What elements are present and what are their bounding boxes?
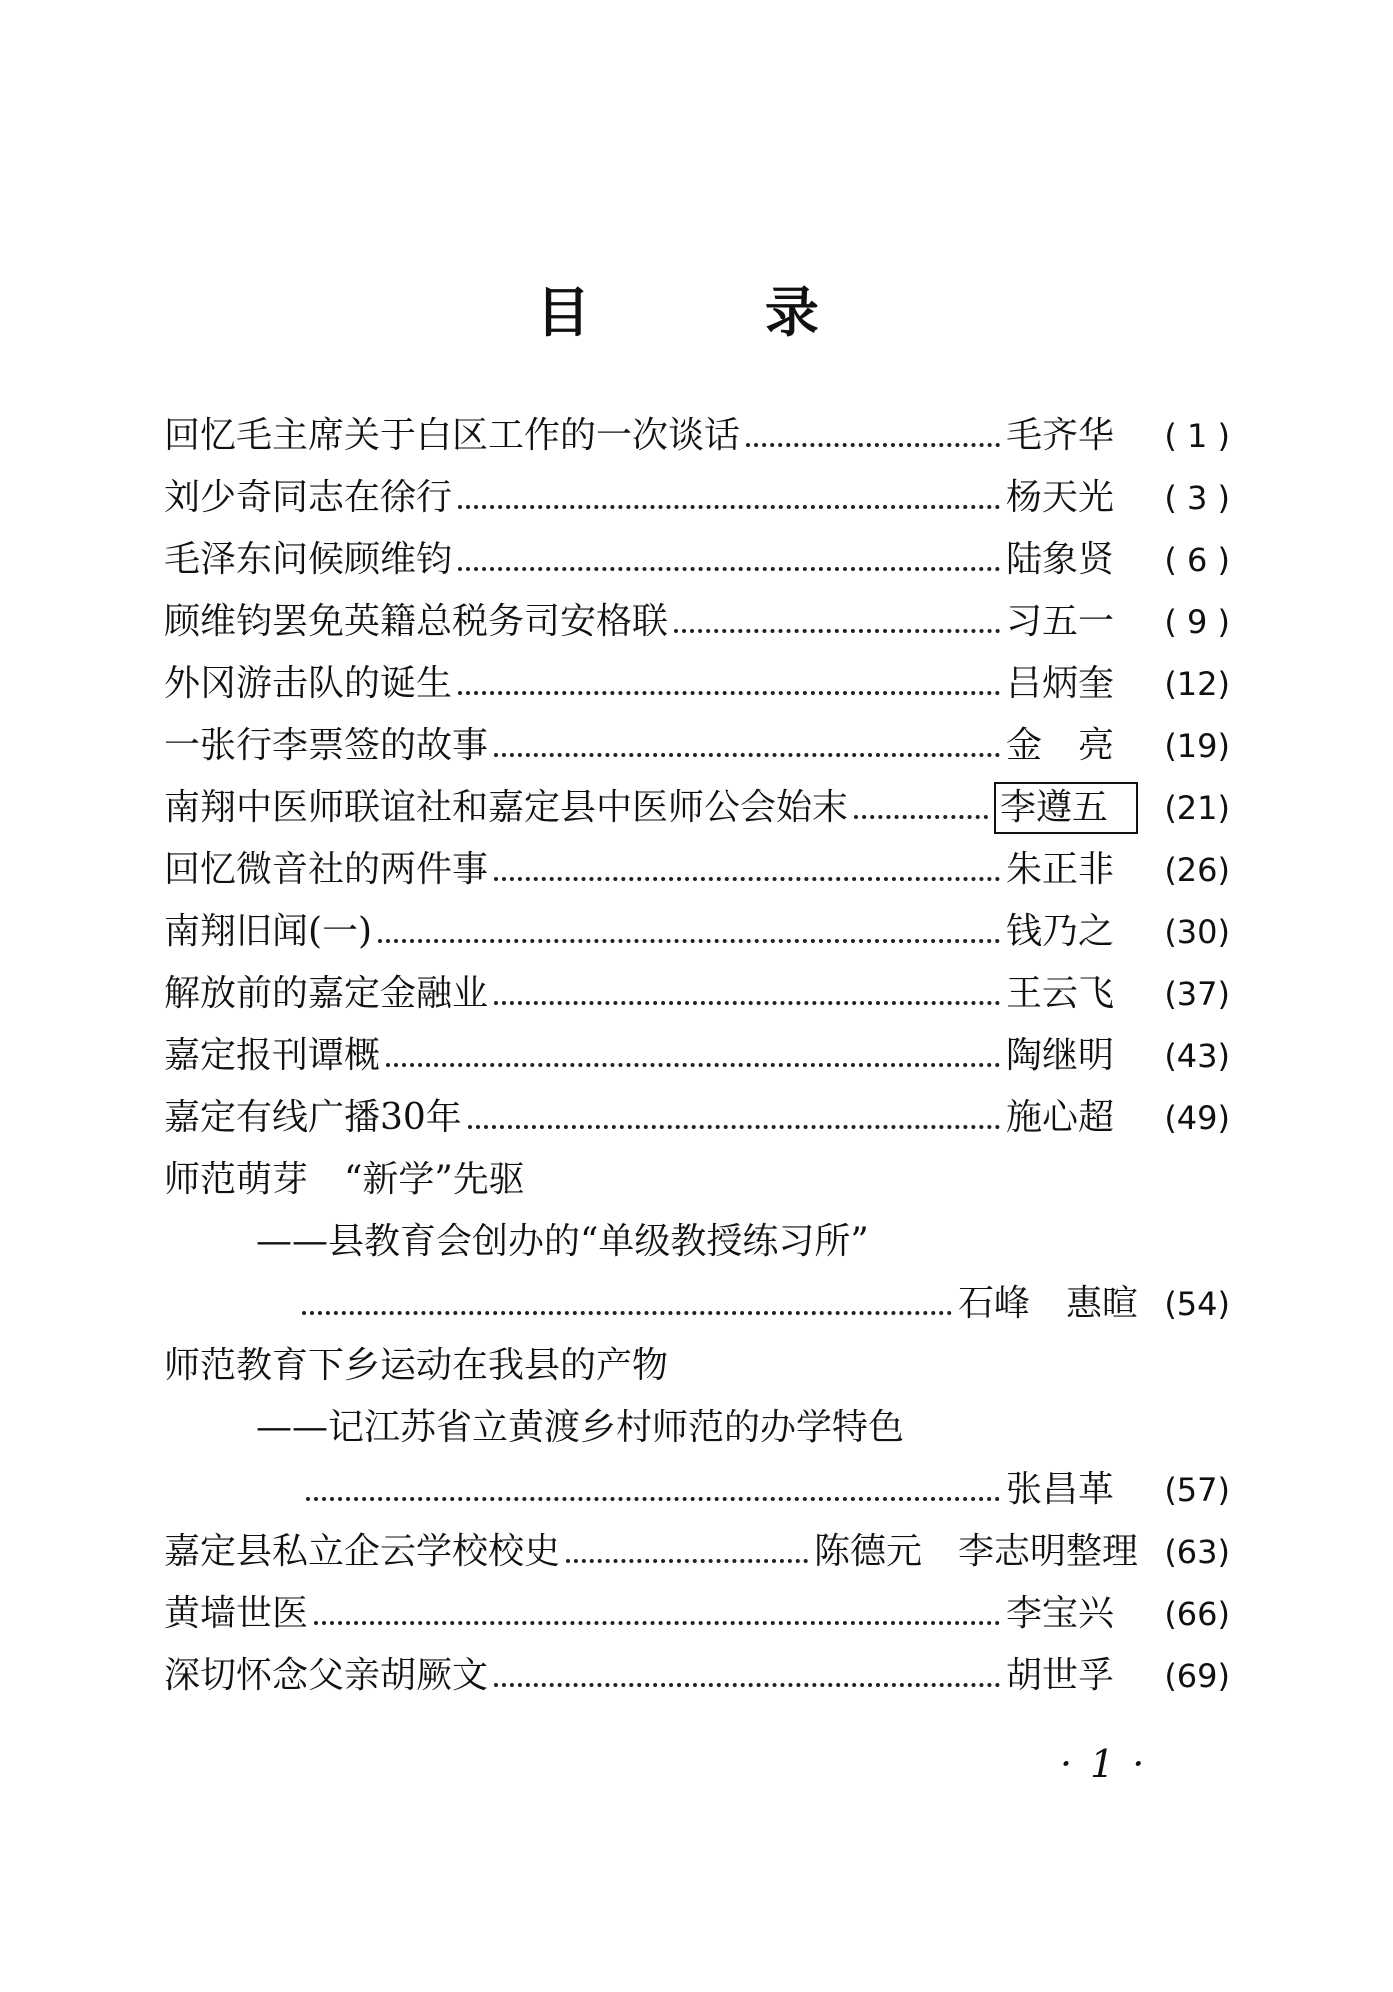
toc-entry-page: ( 6 ) xyxy=(1164,541,1230,579)
toc-entry-page: (57) xyxy=(1164,1471,1230,1509)
toc-entry-author: 陶继明 xyxy=(1006,1035,1115,1076)
toc-entry-title: 回忆微音社的两件事 xyxy=(164,849,489,890)
dot-leader xyxy=(314,1621,1000,1625)
toc-entry-author-boxed: 李遵五 xyxy=(994,782,1138,834)
toc-group-title xyxy=(164,1149,1230,1211)
toc-entry-page: (37) xyxy=(1164,975,1230,1013)
toc-entry-title: 顾维钧罢免英籍总税务司安格联 xyxy=(164,601,669,642)
toc-entry-page: (69) xyxy=(1164,1657,1230,1695)
toc-entry-author: 石峰 惠暄 xyxy=(957,1283,1138,1324)
dot-leader xyxy=(674,629,1000,633)
toc-entry-title: 回忆毛主席关于白区工作的一次谈话 xyxy=(164,415,741,456)
toc-entry xyxy=(164,591,1230,653)
toc-entry-title: 解放前的嘉定金融业 xyxy=(164,973,489,1014)
toc-group-title-text: 师范教育下乡运动在我县的产物 xyxy=(164,1345,669,1386)
toc-entry-author: 王云飞 xyxy=(1006,973,1115,1014)
toc-group-entry xyxy=(164,1459,1230,1521)
toc-entry-author: 朱正非 xyxy=(1006,849,1115,890)
toc-entry xyxy=(164,963,1230,1025)
toc-entry-title: 刘少奇同志在徐行 xyxy=(164,477,453,518)
dot-leader xyxy=(854,815,988,819)
toc-entry-title: 南翔旧闻(一) xyxy=(164,911,373,952)
toc-entry xyxy=(164,467,1230,529)
dot-leader xyxy=(458,567,1000,571)
dot-leader xyxy=(494,877,1000,881)
toc-entry-page: ( 3 ) xyxy=(1164,479,1230,517)
dot-leader xyxy=(306,1497,1000,1501)
dot-leader xyxy=(458,505,1000,509)
dot-leader xyxy=(494,753,1000,757)
toc-group-title-text: 师范萌芽 “新学”先驱 xyxy=(164,1159,525,1200)
toc-entry-title: 一张行李票签的故事 xyxy=(164,725,489,766)
toc-group-subtitle xyxy=(164,1211,1230,1273)
toc-entry-page: (21) xyxy=(1164,789,1230,827)
toc-entry xyxy=(164,1521,1230,1583)
toc-entry xyxy=(164,901,1230,963)
toc-entry-title: 黄墙世医 xyxy=(164,1593,309,1634)
toc-entry xyxy=(164,653,1230,715)
toc-entry-page: (66) xyxy=(1164,1595,1230,1633)
toc-group-entry xyxy=(164,1273,1230,1335)
dot-leader xyxy=(494,1683,1000,1687)
dot-leader xyxy=(494,1001,1000,1005)
dot-leader xyxy=(302,1311,952,1315)
toc-entry-author: 习五一 xyxy=(1006,601,1115,642)
toc-entry-page: (26) xyxy=(1164,851,1230,889)
toc-entry-title: 外冈游击队的诞生 xyxy=(164,663,453,704)
toc-entry xyxy=(164,405,1230,467)
toc-group-subtitle xyxy=(164,1397,1230,1459)
toc-entry-author: 施心超 xyxy=(1006,1097,1115,1138)
toc-entry-page: (49) xyxy=(1164,1099,1230,1137)
toc-entry-author: 陈德元 李志明整理 xyxy=(813,1531,1138,1572)
toc-entry-page: ( 9 ) xyxy=(1164,603,1230,641)
toc-group-subtitle-text: ——记江苏省立黄渡乡村师范的办学特色 xyxy=(256,1407,905,1448)
dot-leader xyxy=(386,1063,1000,1067)
toc-entry-page: (19) xyxy=(1164,727,1230,765)
toc-entry-page: (30) xyxy=(1164,913,1230,951)
toc-entry-page: (43) xyxy=(1164,1037,1230,1075)
toc-entry-author: 金 亮 xyxy=(1006,725,1115,766)
toc-entry xyxy=(164,839,1230,901)
toc-entry xyxy=(164,1025,1230,1087)
table-of-contents xyxy=(164,405,1230,1707)
toc-entry-page: (12) xyxy=(1164,665,1230,703)
toc-entry-author: 陆象贤 xyxy=(1006,539,1115,580)
toc-group-title xyxy=(164,1335,1230,1397)
toc-entry xyxy=(164,1645,1230,1707)
toc-entry-title: 嘉定县私立企云学校校史 xyxy=(164,1531,561,1572)
toc-entry-title: 深切怀念父亲胡厥文 xyxy=(164,1655,489,1696)
toc-entry xyxy=(164,529,1230,591)
toc-entry xyxy=(164,1583,1230,1645)
dot-leader xyxy=(468,1125,1000,1129)
toc-entry-author: 钱乃之 xyxy=(1006,911,1115,952)
toc-group-subtitle-text: ——县教育会创办的“单级教授练习所” xyxy=(256,1221,869,1262)
toc-entry-author: 李宝兴 xyxy=(1006,1593,1115,1634)
dot-leader xyxy=(378,939,1000,943)
toc-entry-title: 毛泽东问候顾维钧 xyxy=(164,539,453,580)
toc-entry xyxy=(164,777,1230,839)
toc-entry-author: 胡世孚 xyxy=(1006,1655,1115,1696)
toc-entry-page: ( 1 ) xyxy=(1164,417,1230,455)
toc-entry-author: 吕炳奎 xyxy=(1006,663,1115,704)
toc-entry-title: 嘉定有线广播30年 xyxy=(164,1097,462,1138)
toc-entry xyxy=(164,1087,1230,1149)
page-title: 目 录 xyxy=(536,281,897,344)
toc-entry-page: (63) xyxy=(1164,1533,1230,1571)
dot-leader xyxy=(566,1559,808,1563)
toc-entry-page: (54) xyxy=(1164,1285,1230,1323)
page-number: ·1· xyxy=(1060,1742,1163,1786)
toc-entry-author: 毛齐华 xyxy=(1006,415,1115,456)
toc-entry-title: 南翔中医师联谊社和嘉定县中医师公会始末 xyxy=(164,787,849,828)
toc-entry xyxy=(164,715,1230,777)
dot-leader xyxy=(458,691,1000,695)
toc-entry-title: 嘉定报刊谭概 xyxy=(164,1035,381,1076)
dot-leader xyxy=(746,443,1000,447)
toc-entry-author: 张昌革 xyxy=(1006,1469,1115,1510)
toc-entry-author: 杨天光 xyxy=(1006,477,1115,518)
